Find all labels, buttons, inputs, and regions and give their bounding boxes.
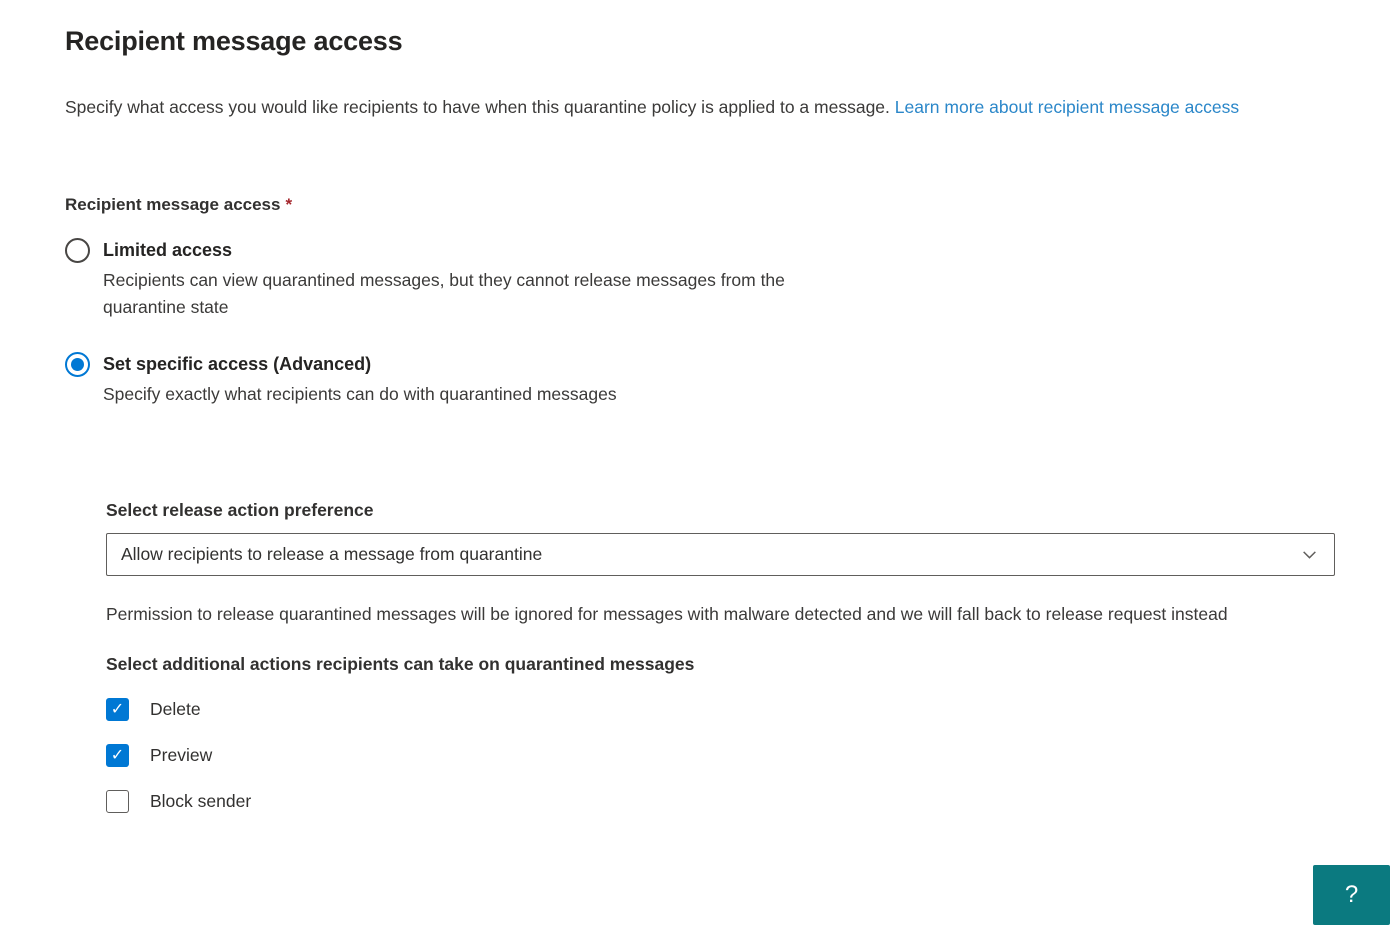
- checkbox-label-preview[interactable]: Preview: [150, 745, 213, 765]
- help-button[interactable]: ?: [1313, 865, 1390, 925]
- learn-more-link[interactable]: Learn more about recipient message access: [894, 97, 1240, 117]
- additional-actions-label: Select additional actions recipients can take on quarantined messages: [106, 654, 695, 674]
- checkbox-label-delete[interactable]: Delete: [150, 699, 201, 719]
- chevron-down-icon: [1301, 546, 1318, 563]
- radio-option-set-specific-access[interactable]: [65, 351, 1337, 408]
- radio-dot-icon: [71, 358, 84, 371]
- checkbox-block-sender[interactable]: [106, 790, 129, 813]
- radio-option-limited-access[interactable]: [65, 237, 1337, 321]
- advanced-access-settings: [106, 500, 1335, 813]
- release-preference-selected-value: Allow recipients to release a message from quarantine: [121, 544, 543, 564]
- radio-limited-access[interactable]: [65, 238, 90, 263]
- access-field-label-text: Recipient message access: [65, 195, 281, 214]
- checkmark-icon: ✓: [110, 746, 125, 764]
- radio-option-texts: [103, 237, 793, 321]
- page-title: Recipient message access: [65, 26, 403, 56]
- required-asterisk: *: [285, 195, 293, 214]
- release-preference-note: Permission to release quarantined messages will be ignored for messages with malware detected and we will fall back to release request instead: [106, 604, 1228, 624]
- checkbox-delete[interactable]: [106, 698, 129, 721]
- radio-option-texts: [103, 351, 617, 408]
- page-description-text: Specify what access you would like recipients to have when this quarantine policy is applied to a message.: [65, 97, 895, 117]
- radio-desc-set-specific-access: Specify exactly what recipients can do with quarantined messages: [103, 384, 617, 404]
- checkbox-row-delete[interactable]: [106, 698, 1335, 721]
- checkbox-row-preview[interactable]: [106, 744, 1335, 767]
- access-field-label: [65, 195, 1337, 215]
- radio-desc-limited-access: Recipients can view quarantined messages, but they cannot release messages from the quarantine state: [103, 270, 785, 317]
- radio-label-limited-access[interactable]: Limited access: [103, 240, 233, 260]
- checkbox-preview[interactable]: [106, 744, 129, 767]
- radio-label-set-specific-access[interactable]: Set specific access (Advanced): [103, 354, 372, 374]
- checkmark-icon: ✓: [110, 700, 125, 718]
- checkbox-label-block-sender[interactable]: Block sender: [150, 791, 252, 811]
- radio-set-specific-access[interactable]: [65, 352, 90, 377]
- page-description: [65, 93, 1337, 121]
- release-preference-dropdown[interactable]: [106, 533, 1335, 576]
- release-preference-label: Select release action preference: [106, 500, 374, 520]
- checkbox-row-block-sender[interactable]: [106, 790, 1335, 813]
